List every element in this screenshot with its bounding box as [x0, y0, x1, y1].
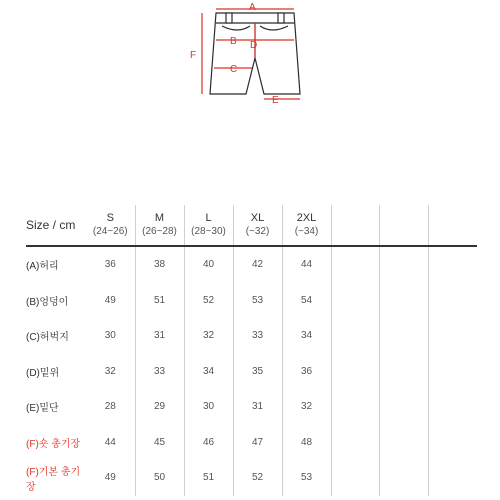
cell-value: 34 [184, 354, 233, 390]
size-chart-table [26, 205, 477, 496]
table-row [26, 425, 477, 461]
empty-cell [331, 354, 380, 390]
empty-cell [428, 283, 477, 319]
cell-value: 50 [135, 460, 184, 496]
cell-value: 40 [184, 246, 233, 283]
empty-cell [331, 318, 380, 354]
cell-value: 44 [104, 436, 116, 448]
cell-value: 34 [282, 318, 331, 354]
cell-value: 30 [104, 330, 116, 342]
size-header-l [184, 205, 233, 246]
row-label: (F)기본 총기장 [26, 466, 81, 493]
cell-value: 49 [104, 294, 116, 306]
cell-value: 33 [135, 354, 184, 390]
empty-cell [331, 460, 380, 496]
cell-value: 51 [184, 460, 233, 496]
cell-value: 32 [282, 389, 331, 425]
cell-value: 44 [282, 246, 331, 283]
row-label: (E)밑단 [26, 403, 59, 415]
cell-value: 53 [233, 283, 282, 319]
empty-cell [380, 318, 429, 354]
size-header-m [135, 205, 184, 246]
cell-value: 42 [233, 246, 282, 283]
diagram-label-d: D [250, 40, 258, 51]
empty-column-header [428, 205, 477, 246]
diagram-label-a: A [249, 2, 256, 13]
size-name: S [106, 212, 114, 224]
table-row [26, 354, 477, 390]
cell-value: 49 [104, 472, 116, 484]
empty-cell [331, 283, 380, 319]
cell-value: 52 [184, 283, 233, 319]
diagram-label-e: E [272, 95, 279, 106]
cell-value: 36 [104, 259, 116, 271]
cell-value: 51 [135, 283, 184, 319]
empty-cell [380, 425, 429, 461]
empty-cell [428, 354, 477, 390]
cell-value: 53 [282, 460, 331, 496]
diagram-label-b: B [230, 36, 237, 47]
empty-cell [380, 246, 429, 283]
table-row [26, 460, 477, 496]
empty-cell [428, 460, 477, 496]
cell-value: 54 [282, 283, 331, 319]
size-range: (28~30) [191, 226, 226, 237]
size-header-xl [233, 205, 282, 246]
cell-value: 32 [184, 318, 233, 354]
row-label: (F)숏 총기장 [26, 438, 81, 450]
cell-value: 45 [135, 425, 184, 461]
size-name: 2XL [296, 212, 317, 224]
row-label: (A)허리 [26, 261, 59, 273]
empty-cell [428, 425, 477, 461]
cell-value: 32 [104, 365, 116, 377]
row-label: (D)밑위 [26, 367, 60, 379]
size-header-2xl [282, 205, 331, 246]
cell-value: 29 [135, 389, 184, 425]
empty-cell [380, 283, 429, 319]
cell-value: 31 [135, 318, 184, 354]
empty-cell [331, 389, 380, 425]
size-unit-label: Size / cm [26, 205, 86, 246]
diagram-label-f: F [190, 50, 197, 61]
size-range: (~34) [294, 226, 319, 237]
cell-value: 38 [135, 246, 184, 283]
size-range: (24~26) [92, 226, 128, 237]
shorts-measurement-diagram [0, 0, 500, 110]
cell-value: 48 [282, 425, 331, 461]
size-name: L [205, 212, 212, 224]
cell-value: 35 [233, 354, 282, 390]
cell-value: 33 [233, 318, 282, 354]
cell-value: 30 [184, 389, 233, 425]
cell-value: 28 [104, 401, 116, 413]
cell-value: 46 [184, 425, 233, 461]
size-header-row [26, 205, 477, 246]
row-label: (C)허벅지 [26, 332, 69, 344]
cell-value: 52 [233, 460, 282, 496]
empty-column-header [331, 205, 380, 246]
cell-value: 36 [282, 354, 331, 390]
empty-cell [428, 389, 477, 425]
size-range: (~32) [245, 226, 270, 237]
empty-cell [428, 246, 477, 283]
empty-cell [428, 318, 477, 354]
empty-cell [380, 389, 429, 425]
empty-cell [380, 460, 429, 496]
empty-cell [331, 425, 380, 461]
size-header-s [86, 205, 135, 246]
empty-cell [331, 246, 380, 283]
cell-value: 47 [233, 425, 282, 461]
table-row [26, 389, 477, 425]
size-range: (26~28) [142, 226, 177, 237]
size-name: XL [250, 212, 265, 224]
table-row [26, 283, 477, 319]
diagram-label-c: C [230, 64, 238, 75]
empty-cell [380, 354, 429, 390]
table-row [26, 318, 477, 354]
row-label: (B)엉덩이 [26, 296, 69, 308]
cell-value: 31 [233, 389, 282, 425]
size-name: M [154, 212, 165, 224]
table-row [26, 246, 477, 283]
empty-column-header [380, 205, 429, 246]
